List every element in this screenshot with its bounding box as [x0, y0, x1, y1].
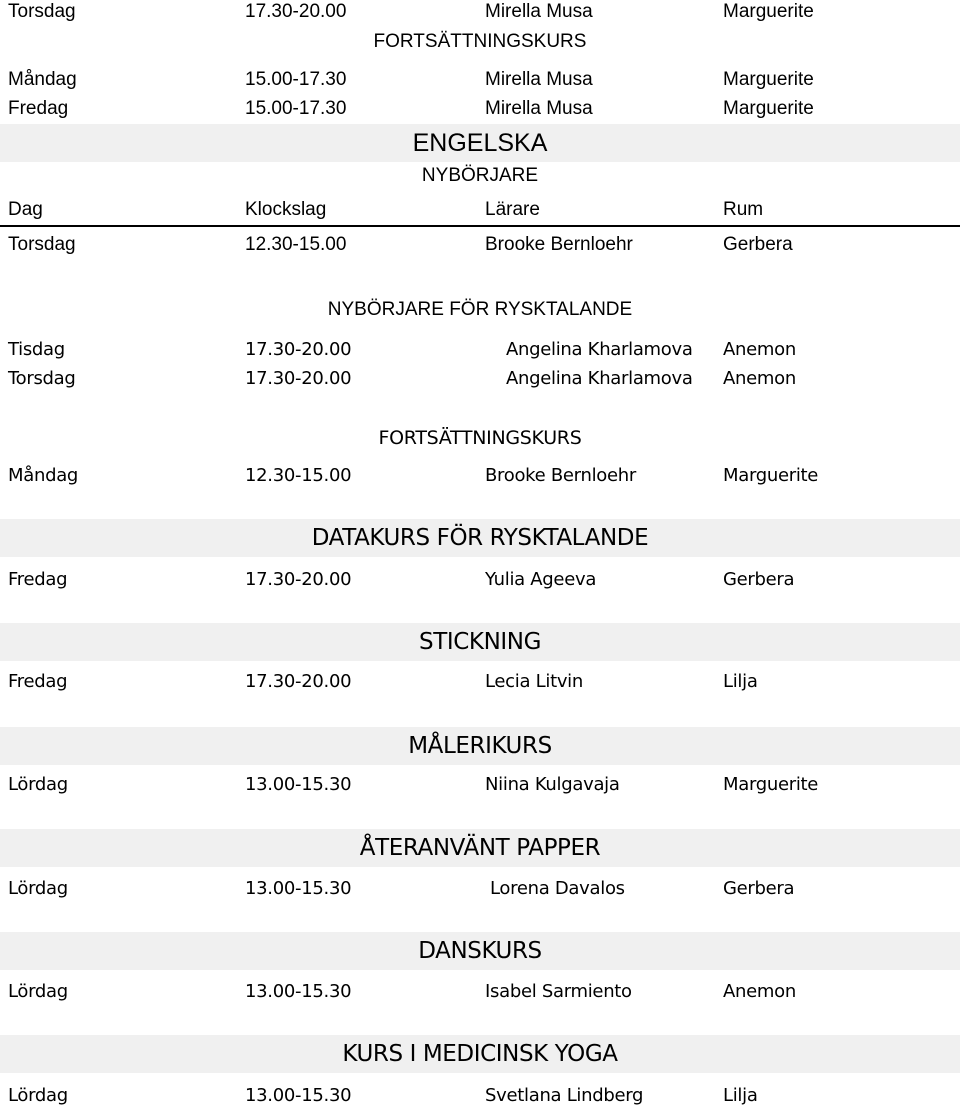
column-header-teacher: Lärare [485, 199, 540, 220]
teacher-cell: Mirella Musa [485, 69, 593, 90]
room-cell: Gerbera [723, 569, 795, 590]
column-header-room: Rum [723, 199, 764, 220]
teacher-cell: Mirella Musa [485, 98, 593, 119]
table-row [0, 0, 960, 26]
table-row [0, 978, 960, 1006]
teacher-cell: Brooke Bernloehr [485, 234, 633, 255]
day-cell: Fredag [8, 98, 69, 119]
section-heading: STICKNING [419, 629, 541, 655]
day-cell: Fredag [8, 569, 68, 590]
teacher-cell: Yulia Ageeva [485, 569, 597, 590]
teacher-cell: Lecia Litvin [485, 671, 583, 692]
subheading: NYBÖRJARE FÖR RYSKTALANDE [327, 299, 633, 320]
section-heading: DANSKURS [418, 938, 542, 964]
room-cell: Lilja [723, 671, 758, 692]
day-cell: Lördag [8, 774, 68, 795]
room-cell: Marguerite [723, 1, 814, 22]
section-heading: KURS I MEDICINSK YOGA [342, 1041, 618, 1067]
section-heading: DATAKURS FÖR RYSKTALANDE [311, 525, 649, 551]
table-row [0, 336, 960, 364]
section-heading: ENGELSKA [412, 129, 548, 157]
table-row [0, 1082, 960, 1110]
day-cell: Tisdag [8, 339, 65, 360]
time-cell: 17.30-20.00 [245, 671, 352, 692]
table-row [0, 875, 960, 903]
teacher-cell: Mirella Musa [485, 1, 593, 22]
time-cell: 13.00-15.30 [245, 878, 352, 899]
time-cell: 12.30-15.00 [245, 465, 352, 486]
table-row [0, 231, 960, 259]
table-row [0, 771, 960, 799]
subheading: FORTSÄTTNINGSKURS [378, 427, 582, 449]
teacher-cell: Lorena Davalos [490, 878, 625, 899]
section-heading: ÅTERANVÄNT PAPPER [359, 835, 601, 861]
day-cell: Fredag [8, 671, 68, 692]
day-cell: Lördag [8, 981, 68, 1002]
day-cell: Lördag [8, 878, 68, 899]
table-row [0, 95, 960, 123]
room-cell: Anemon [723, 368, 796, 389]
room-cell: Marguerite [723, 465, 819, 486]
subheading: NYBÖRJARE [421, 165, 539, 186]
table-row [0, 462, 960, 490]
room-cell: Gerbera [723, 878, 795, 899]
day-cell: Torsdag [8, 368, 76, 389]
day-cell: Torsdag [8, 1, 76, 22]
column-header-day: Dag [8, 199, 43, 220]
teacher-cell: Angelina Kharlamova [506, 368, 693, 389]
room-cell: Marguerite [723, 774, 819, 795]
day-cell: Måndag [8, 465, 79, 486]
teacher-cell: Svetlana Lindberg [485, 1085, 644, 1106]
day-cell: Lördag [8, 1085, 68, 1106]
section-heading: MÅLERIKURS [408, 733, 552, 759]
time-cell: 15.00-17.30 [245, 98, 347, 119]
day-cell: Måndag [8, 69, 77, 90]
column-header-row [0, 196, 960, 224]
table-row [0, 66, 960, 94]
teacher-cell: Brooke Bernloehr [485, 465, 636, 486]
time-cell: 13.00-15.30 [245, 981, 352, 1002]
time-cell: 13.00-15.30 [245, 1085, 352, 1106]
room-cell: Anemon [723, 339, 796, 360]
room-cell: Gerbera [723, 234, 793, 255]
teacher-cell: Isabel Sarmiento [485, 981, 632, 1002]
time-cell: 17.30-20.00 [245, 339, 352, 360]
room-cell: Marguerite [723, 69, 814, 90]
room-cell: Anemon [723, 981, 796, 1002]
subheading: FORTSÄTTNINGSKURS [373, 31, 587, 52]
room-cell: Marguerite [723, 98, 814, 119]
time-cell: 15.00-17.30 [245, 69, 347, 90]
table-row [0, 668, 960, 696]
header-divider [0, 225, 960, 227]
teacher-cell: Niina Kulgavaja [485, 774, 620, 795]
table-row [0, 566, 960, 594]
teacher-cell: Angelina Kharlamova [506, 339, 693, 360]
time-cell: 17.30-20.00 [245, 569, 352, 590]
day-cell: Torsdag [8, 234, 76, 255]
time-cell: 17.30-20.00 [245, 368, 352, 389]
time-cell: 13.00-15.30 [245, 774, 352, 795]
time-cell: 17.30-20.00 [245, 1, 347, 22]
column-header-time: Klockslag [245, 199, 327, 220]
time-cell: 12.30-15.00 [245, 234, 347, 255]
table-row [0, 365, 960, 393]
room-cell: Lilja [723, 1085, 758, 1106]
